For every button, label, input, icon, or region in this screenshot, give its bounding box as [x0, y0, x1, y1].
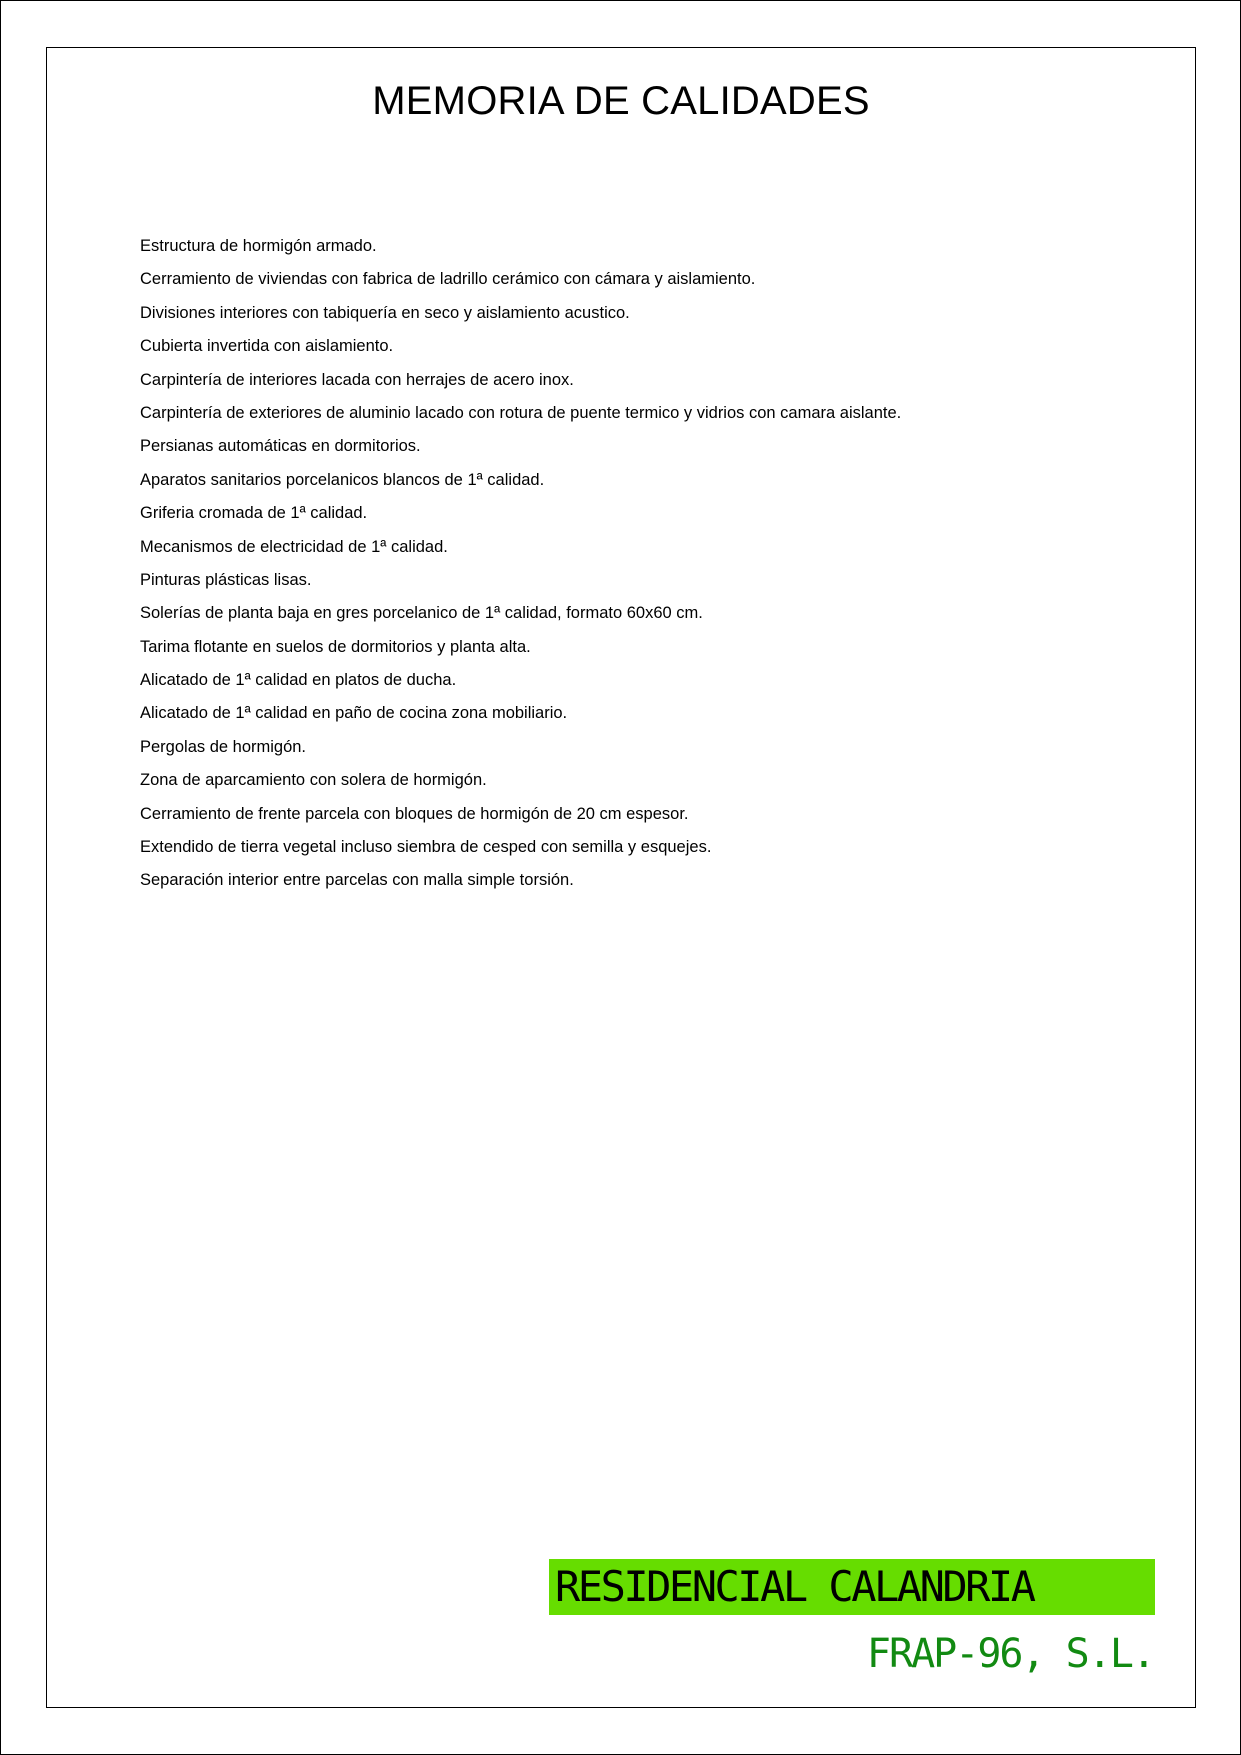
list-item: Griferia cromada de 1ª calidad. [140, 504, 368, 523]
company-name: FRAP-96, S.L. [866, 1631, 1154, 1677]
list-item: Persianas automáticas en dormitorios. [140, 437, 421, 456]
page-title: MEMORIA DE CALIDADES [372, 79, 870, 123]
list-item: Cubierta invertida con aislamiento. [140, 337, 394, 356]
list-item: Divisiones interiores con tabiquería en seco y aislamiento acustico. [140, 303, 630, 322]
list-item: Carpintería de exteriores de aluminio lacado con rotura de puente termico y vidrios con camara aislante. [140, 403, 902, 422]
list-item: Separación interior entre parcelas con malla simple torsión. [140, 871, 574, 890]
list-item: Mecanismos de electricidad de 1ª calidad. [140, 537, 448, 556]
project-name-banner: RESIDENCIAL CALANDRIA [549, 1559, 1155, 1615]
list-item: Pergolas de hormigón. [140, 737, 307, 756]
quality-spec-list [140, 230, 901, 898]
list-item: Cerramiento de frente parcela con bloques de hormigón de 20 cm espesor. [140, 804, 689, 823]
list-item: Tarima flotante en suelos de dormitorios y planta alta. [140, 637, 531, 656]
list-item: Solerías de planta baja en gres porcelanico de 1ª calidad, formato 60x60 cm. [140, 604, 703, 623]
list-item: Carpintería de interiores lacada con herrajes de acero inox. [140, 370, 574, 389]
list-item: Alicatado de 1ª calidad en paño de cocina zona mobiliario. [140, 704, 568, 723]
list-item: Cerramiento de viviendas con fabrica de ladrillo cerámico con cámara y aislamiento. [140, 270, 756, 289]
list-item: Pinturas plásticas lisas. [140, 570, 312, 589]
list-item: Extendido de tierra vegetal incluso siembra de cesped con semilla y esquejes. [140, 838, 712, 857]
list-item: Aparatos sanitarios porcelanicos blancos de 1ª calidad. [140, 470, 545, 489]
list-item: Estructura de hormigón armado. [140, 237, 377, 255]
list-item: Alicatado de 1ª calidad en platos de ducha. [140, 671, 457, 690]
list-item: Zona de aparcamiento con solera de hormigón. [140, 771, 487, 790]
